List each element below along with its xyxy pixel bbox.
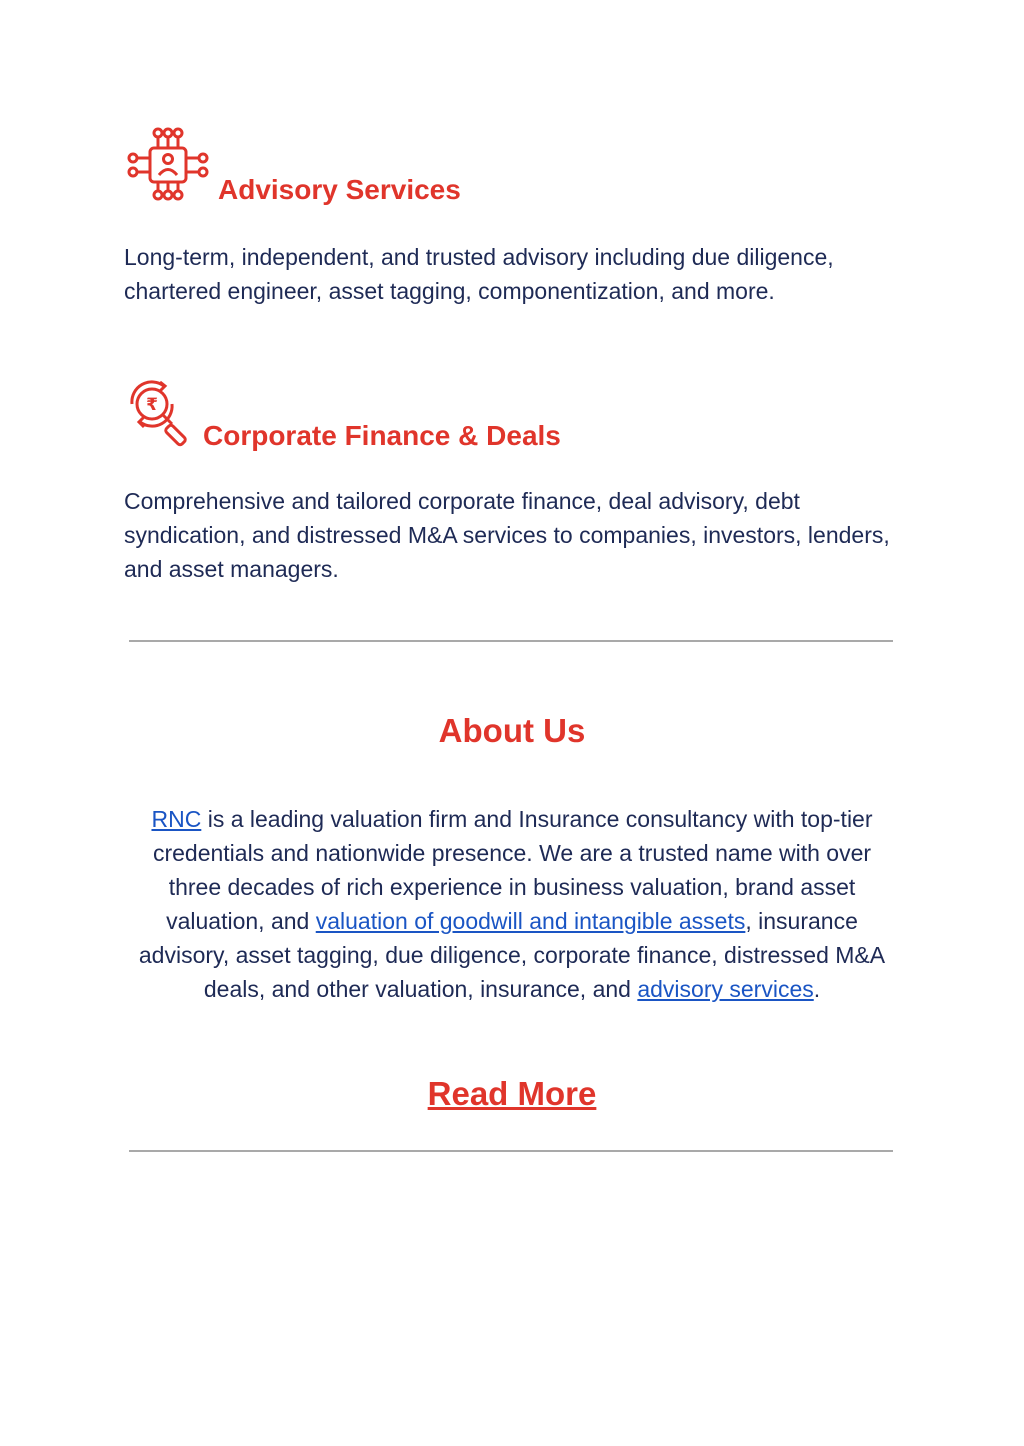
- about-title: About Us: [438, 712, 586, 749]
- svg-text:₹: ₹: [146, 395, 158, 415]
- service-corporate-finance-title: Corporate Finance & Deals: [203, 420, 561, 451]
- about-text: [124, 802, 900, 1006]
- about-text-part-2: , insurance advisory, asset tagging, due diligence, corporate finance, distressed M&A deals, and other valuation, insurance, and: [138, 908, 886, 1002]
- divider: [129, 640, 893, 642]
- service-advisory-description: Long-term, independent, and trusted advisory including due diligence, chartered engineer, asset tagging, componentization, and more.: [124, 244, 834, 304]
- service-advisory: [124, 122, 904, 308]
- service-advisory-header: [124, 122, 904, 212]
- about-text-part-3: .: [813, 976, 821, 1002]
- network-person-icon: [124, 124, 212, 209]
- service-corporate-finance-header: [124, 372, 904, 462]
- read-more-container: [0, 1075, 1024, 1113]
- goodwill-valuation-link[interactable]: valuation of goodwill and intangible assets: [315, 908, 746, 934]
- service-corporate-finance-description: Comprehensive and tailored corporate finance, deal advisory, debt syndication, and distressed M&A services to companies, investors, lenders, and asset managers.: [124, 488, 890, 582]
- about-text-part-1: is a leading valuation firm and Insurance consultancy with top-tier credentials and nationwide presence. We are a trusted name with over three decades of rich experience in business valuation, brand asset valuation, and: [152, 806, 873, 934]
- advisory-services-link[interactable]: advisory services: [637, 976, 814, 1002]
- service-advisory-title: Advisory Services: [218, 174, 461, 205]
- divider: [129, 1150, 893, 1152]
- rnc-link[interactable]: RNC: [151, 806, 202, 832]
- read-more-link[interactable]: Read More: [427, 1075, 597, 1112]
- rupee-search-icon: [124, 374, 200, 455]
- service-corporate-finance: [124, 372, 904, 586]
